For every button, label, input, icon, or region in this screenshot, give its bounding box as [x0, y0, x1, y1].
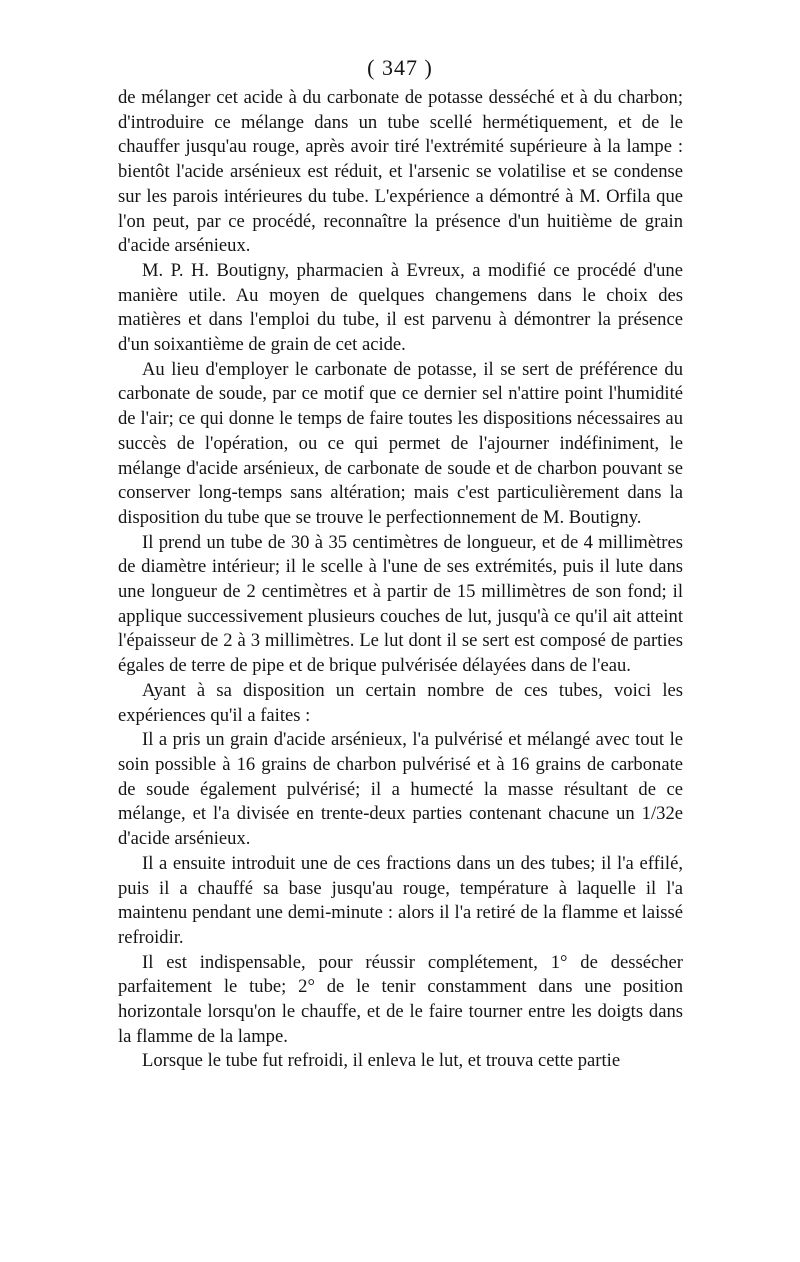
page-number: ( 347 ): [367, 55, 433, 80]
paragraph: M. P. H. Boutigny, pharmacien à Evreux, a modifié ce procédé d'une manière utile. Au moyen de quelques changemens dans le choix des matières et dans l'emploi du tube, il est parvenu à démontrer la présence d'un soixantième de grain de cet acide.: [118, 259, 683, 356]
paragraph: Il a ensuite introduit une de ces fractions dans un des tubes; il l'a effilé, puis il a chauffé sa base jusqu'au rouge, température à laquelle il l'a maintenu pendant une demi-minute : alors il l'a retiré de la flamme et laissé refroidir.: [118, 852, 683, 948]
paragraph: Lorsque le tube fut refroidi, il enleva le lut, et trouva cette partie: [142, 1050, 621, 1072]
paragraph: Au lieu d'employer le carbonate de potasse, il se sert de préférence du carbonate de soude, par ce motif que ce dernier sel n'attire point l'humidité de l'air; ce qui donne le temps de faire toutes les dispositions nécessaires au succès de l'opération, ou ce qui permet de l'ajourner indéfiniment, le mélange d'acide arsénieux, de carbonate de soude et de charbon pouvant se conserver long-temps sans altération; mais c'est particulièrement dans la disposition du tube que se trouve le perfectionnement de M. Boutigny.: [118, 358, 683, 528]
paragraph: Il a pris un grain d'acide arsénieux, l'a pulvérisé et mélangé avec tout le soin possible à 16 grains de charbon pulvérisé et à 16 grains de carbonate de soude également pulvérisé; il a humecté la masse résultant de ce mélange, et l'a divisée en trente-deux parties contenant chacune un 1/32e d'acide arsénieux.: [118, 729, 683, 850]
body-text: [118, 86, 683, 1074]
paragraph: Il est indispensable, pour réussir complétement, 1° de dessécher parfaitement le tube; 2° de le tenir constamment dans une position horizontale lorsqu'on le chauffe, et de le faire tourner entre les doigts dans la flamme de la lampe.: [118, 951, 683, 1047]
paragraph: Ayant à sa disposition un certain nombre de ces tubes, voici les expériences qu'il a faites :: [118, 679, 683, 726]
paragraph: de mélanger cet acide à du carbonate de potasse desséché et à du charbon; d'introduire ce mélange dans un tube scellé hermétiquement, et de le chauffer jusqu'au rouge, après avoir tiré l'extrémité supérieure à la lampe : bientôt l'acide arsénieux est réduit, et l'arsenic se volatilise et se condense sur les parois intérieures du tube. L'expérience a démontré à M. Orfila que l'on peut, par ce procédé, reconnaître la présence d'un huitième de grain d'acide arsénieux.: [118, 87, 683, 257]
paragraph: Il prend un tube de 30 à 35 centimètres de longueur, et de 4 millimètres de diamètre intérieur; il le scelle à l'une de ses extrémités, puis il lute dans une longueur de 2 centimètres et à partir de 15 millimètres de son fond; il applique successivement plusieurs couches de lut, jusqu'à ce qu'il ait atteint l'épaisseur de 2 à 3 millimètres. Le lut dont il se sert est composé de parties égales de terre de pipe et de brique pulvérisée délayées dans de l'eau.: [118, 531, 683, 677]
